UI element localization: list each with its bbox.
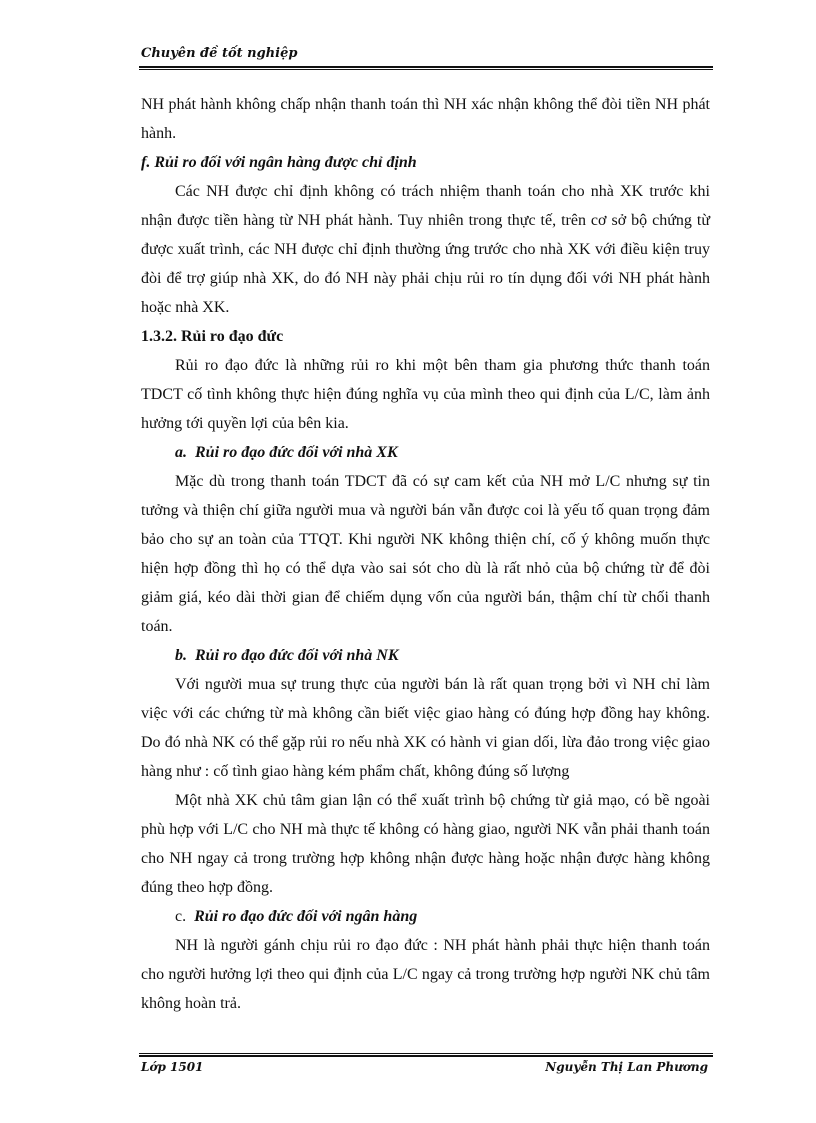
heading-b-label: b. bbox=[175, 647, 187, 664]
paragraph: Rủi ro đạo đức là những rủi ro khi một bên tham gia phương thức thanh toán TDCT cố tình không thực hiện đúng nghĩa vụ của mình theo qui định của L/C, làm ảnh hưởng tới quyền lợi của bên kia. bbox=[141, 357, 710, 432]
paragraph: Một nhà XK chủ tâm gian lận có thể xuất trình bộ chứng từ giả mạo, có bề ngoài phù hợp với L/C cho NH mà thực tế không có hàng giao, người NK vẫn phải thanh toán cho NH ngay cả trong trường hợp không nhận được hàng hoặc nhận được hàng không đúng theo hợp đồng. bbox=[141, 792, 710, 896]
paragraph: NH phát hành không chấp nhận thanh toán thì NH xác nhận không thể đòi tiền NH phát hành. bbox=[141, 96, 710, 142]
heading-b bbox=[141, 641, 710, 670]
heading-b-text: Rủi ro đạo đức đối với nhà NK bbox=[195, 647, 399, 664]
paragraph: Mặc dù trong thanh toán TDCT đã có sự cam kết của NH mở L/C nhưng sự tin tưởng và thiện chí giữa người mua và người bán vẫn được coi là yếu tố quan trọng đảm bảo cho sự an toàn của TTQT. Khi người NK không thiện chí, cố ý không muốn thực hiện hợp đồng thì họ có thể dựa vào sai sót cho dù là rất nhỏ của bộ chứng từ để đòi giảm giá, kéo dài thời gian để chiếm dụng vốn của người bán, thậm chí từ chối thanh toán. bbox=[141, 473, 710, 635]
heading-c-text: Rủi ro đạo đức đối với ngân hàng bbox=[194, 908, 418, 925]
header-title: Chuyên đề tốt nghiệp bbox=[141, 46, 298, 61]
heading-a-text: Rủi ro đạo đức đối với nhà XK bbox=[195, 444, 398, 461]
paragraph: NH là người gánh chịu rủi ro đạo đức : NH phát hành phải thực hiện thanh toán cho người hưởng lợi theo qui định của L/C ngay cả trong trường hợp người NK chủ tâm không hoàn trả. bbox=[141, 937, 710, 1012]
footer-author: Nguyễn Thị Lan Phương bbox=[545, 1060, 708, 1074]
header-rule bbox=[139, 66, 713, 70]
footer-class: Lớp 1501 bbox=[141, 1060, 204, 1074]
paragraph: Các NH được chỉ định không có trách nhiệm thanh toán cho nhà XK trước khi nhận được tiền hàng từ NH phát hành. Tuy nhiên trong thực tế, trên cơ sở bộ chứng từ được xuất trình, các NH được chỉ định thường ứng trước cho nhà XK với điều kiện truy đòi để trợ giúp nhà XK, do đó NH này phải chịu rủi ro tín dụng đối với NH phát hành hoặc nhà XK. bbox=[141, 183, 710, 316]
footer-rule bbox=[139, 1053, 713, 1057]
paragraph: Với người mua sự trung thực của người bán là rất quan trọng bởi vì NH chỉ làm việc với các chứng từ mà không cần biết việc giao hàng có đúng hợp đồng hay không. Do đó nhà NK có thể gặp rủi ro nếu nhà XK có hành vi gian dối, lừa đảo trong việc giao hàng như : cố tình giao hàng kém phẩm chất, không đúng số lượng bbox=[141, 676, 710, 780]
heading-c-label: c. bbox=[175, 908, 187, 925]
heading-c bbox=[141, 902, 710, 931]
heading-a-label: a. bbox=[175, 444, 187, 461]
heading-1-3-2: 1.3.2. Rủi ro đạo đức bbox=[141, 328, 284, 345]
page-content bbox=[141, 90, 710, 1018]
heading-f: f. Rủi ro đối với ngân hàng được chỉ định bbox=[141, 154, 417, 171]
heading-a bbox=[141, 438, 710, 467]
